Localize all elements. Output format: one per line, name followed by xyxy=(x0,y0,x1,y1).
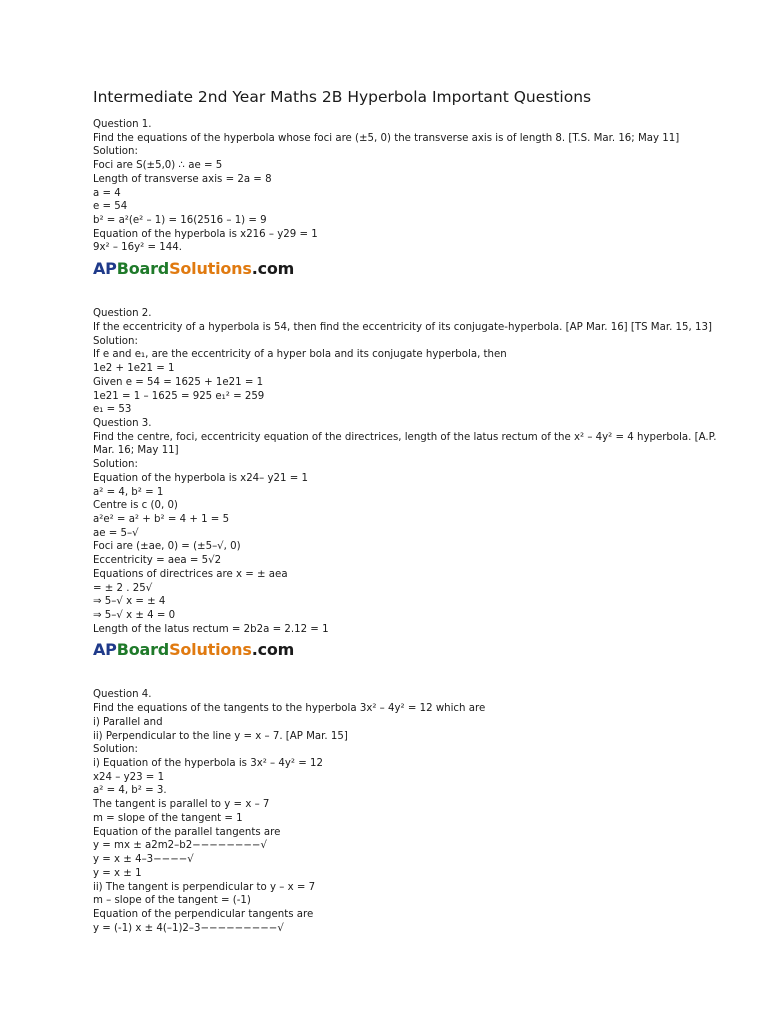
question-text: Find the equations of the tangents to the hyperbola 3x² – 4y² = 12 which are xyxy=(93,703,486,715)
solution-line: Given e = 54 = 1625 + 1e21 = 1 xyxy=(93,376,264,388)
spacer xyxy=(93,280,693,307)
question-1-block xyxy=(93,118,693,255)
solution-line: ⇒ 5–√ x = ± 4 xyxy=(93,596,166,608)
logo-part-ap: AP xyxy=(93,259,117,279)
solution-label: Solution: xyxy=(93,459,138,471)
solution-line: i) Equation of the hyperbola is 3x² – 4y² = 12 xyxy=(93,758,323,770)
solution-line: Eccentricity = aea = 5√2 xyxy=(93,555,222,567)
solution-line: 1e21 = 1 – 1625 = 925 e₁² = 259 xyxy=(93,390,265,402)
solution-label: Solution: xyxy=(93,335,138,347)
solution-line: = ± 2 . 25√ xyxy=(93,582,153,594)
solution-line: a² = 4, b² = 3. xyxy=(93,785,167,797)
logo-part-ap: AP xyxy=(93,640,117,660)
logo-part-solutions: Solutions xyxy=(169,259,252,279)
question-text: ii) Perpendicular to the line y = x – 7. [AP Mar. 15] xyxy=(93,730,348,742)
solution-line: The tangent is parallel to y = x – 7 xyxy=(93,799,270,811)
logo-part-solutions: Solutions xyxy=(169,640,252,660)
question-text: Find the equations of the hyperbola whose foci are (±5, 0) the transverse axis is of length 8. [T.S. Mar. 16; May 11] xyxy=(93,132,680,144)
question-heading: Question 4. xyxy=(93,689,152,701)
solution-line: Foci are S(±5,0) ∴ ae = 5 xyxy=(93,160,223,172)
solution-line: Length of transverse axis = 2a = 8 xyxy=(93,173,272,185)
solution-line: y = (-1) x ± 4(–1)2–3−−−−−−−−−√ xyxy=(93,922,284,934)
question-text: Find the centre, foci, eccentricity equation of the directrices, length of the latus rectum of the x² – 4y² = 4 hyperbola. [A.P. xyxy=(93,431,717,443)
question-4-block xyxy=(93,688,693,935)
solution-line: Equation of the parallel tangents are xyxy=(93,826,281,838)
solution-line: x24 – y23 = 1 xyxy=(93,771,165,783)
solution-line: y = mx ± a2m2–b2−−−−−−−−√ xyxy=(93,840,267,852)
logo-part-com: .com xyxy=(251,259,295,279)
solution-line: y = x ± 1 xyxy=(93,867,142,879)
apboardsolutions-logo xyxy=(93,258,693,280)
solution-line: Equation of the hyperbola is x216 – y29 = 1 xyxy=(93,228,318,240)
question-heading: Question 1. xyxy=(93,119,152,130)
article-body xyxy=(93,118,717,935)
solution-line: e₁ = 53 xyxy=(93,404,132,416)
solution-line: ae = 5–√ xyxy=(93,527,139,539)
solution-line: a² = 4, b² = 1 xyxy=(93,486,164,498)
solution-line: y = x ± 4–3−−−−√ xyxy=(93,854,194,866)
solution-line: ⇒ 5–√ x ± 4 = 0 xyxy=(93,610,176,621)
solution-line: a²e² = a² + b² = 4 + 1 = 5 xyxy=(93,513,230,525)
spacer xyxy=(93,661,693,688)
question-heading: Question 2. xyxy=(93,308,152,320)
logo-part-com: .com xyxy=(251,640,295,660)
solution-line: e = 54 xyxy=(93,201,128,213)
solution-line: Centre is c (0, 0) xyxy=(93,500,178,512)
question-text: If the eccentricity of a hyperbola is 54, then find the eccentricity of its conjugate-hyperbola. [AP Mar. 16] [TS Mar. 15, 13] xyxy=(93,321,712,333)
solution-label: Solution: xyxy=(93,744,138,756)
solution-line: 9x² – 16y² = 144. xyxy=(93,242,182,254)
solution-label: Solution: xyxy=(93,146,138,158)
solution-line: m = slope of the tangent = 1 xyxy=(93,812,243,824)
question-2-3-block xyxy=(93,307,717,636)
question-text: i) Parallel and xyxy=(93,716,163,728)
solution-line: Foci are (±ae, 0) = (±5–√, 0) xyxy=(93,541,241,553)
page-title: Intermediate 2nd Year Maths 2B Hyperbola Important Questions xyxy=(93,88,592,106)
solution-line: Equations of directrices are x = ± aea xyxy=(93,568,288,580)
solution-line: Equation of the perpendicular tangents are xyxy=(93,908,314,920)
solution-line: Length of the latus rectum = 2b2a = 2.12 = 1 xyxy=(93,623,329,635)
logo-part-board: Board xyxy=(116,259,170,279)
solution-line: a = 4 xyxy=(93,187,121,199)
solution-line: Equation of the hyperbola is x24– y21 = 1 xyxy=(93,472,308,484)
solution-line: 1e2 + 1e21 = 1 xyxy=(93,363,175,375)
solution-line: m – slope of the tangent = (-1) xyxy=(93,895,251,907)
apboardsolutions-logo xyxy=(93,639,693,661)
question-heading: Question 3. xyxy=(93,417,152,429)
question-text: Mar. 16; May 11] xyxy=(93,445,179,457)
solution-line: ii) The tangent is perpendicular to y – x = 7 xyxy=(93,881,316,893)
solution-line: b² = a²(e² – 1) = 16(2516 – 1) = 9 xyxy=(93,215,267,227)
solution-line: If e and e₁, are the eccentricity of a hyper bola and its conjugate hyperbola, then xyxy=(93,349,507,361)
logo-part-board: Board xyxy=(116,640,170,660)
